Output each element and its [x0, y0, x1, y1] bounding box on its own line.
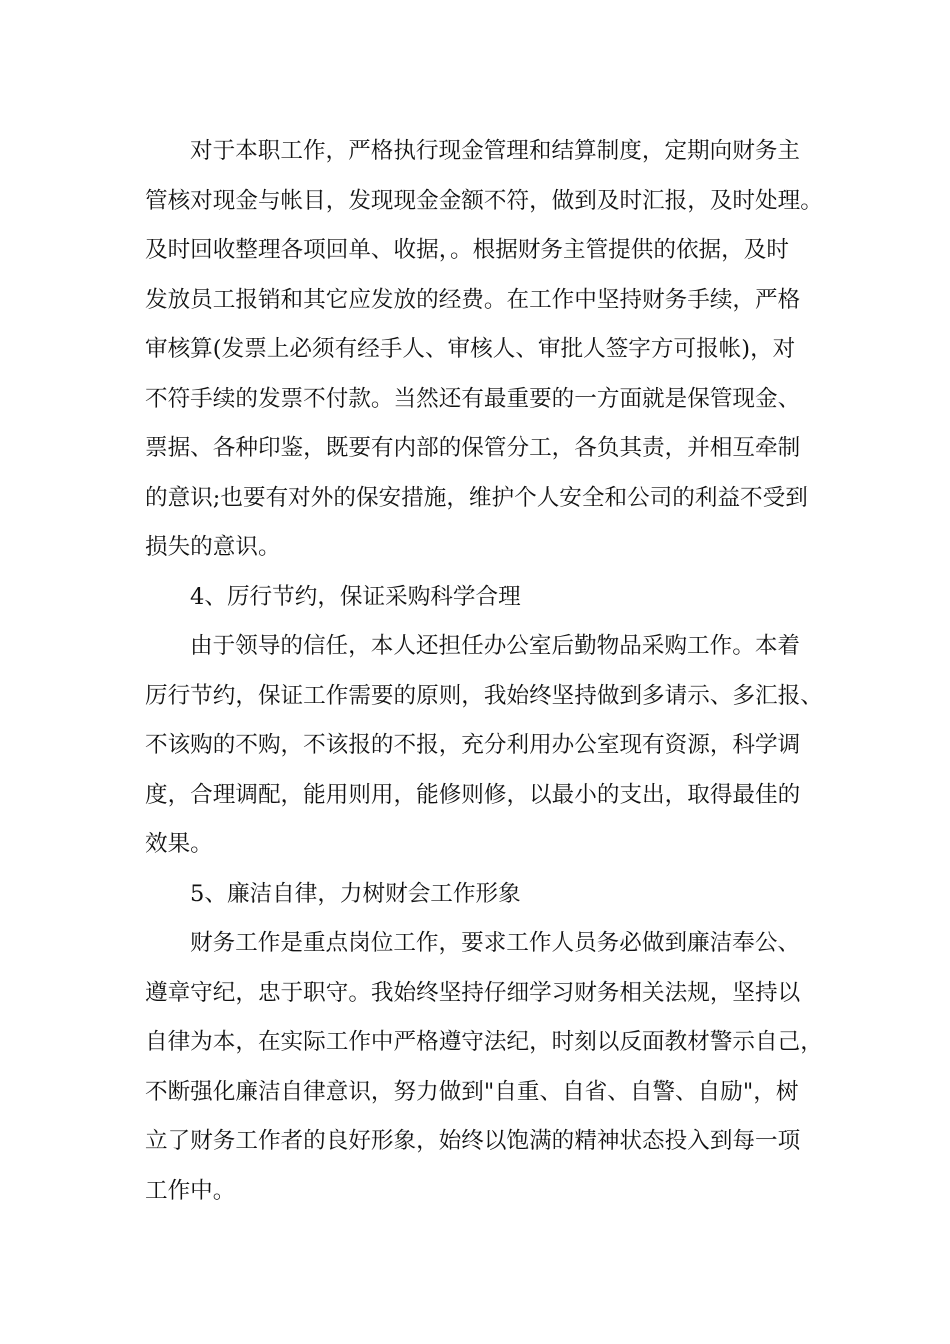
paragraph-line: 票据、各种印鉴，既要有内部的保管分工，各负其责，并相互牵制	[145, 435, 801, 461]
paragraph-line: 损失的意识。	[145, 534, 281, 560]
paragraph-line: 发放员工报销和其它应发放的经费。在工作中坚持财务手续，严格	[145, 286, 801, 313]
paragraph-line: 的意识;也要有对外的保安措施，维护个人安全和公司的利益不受到	[145, 484, 808, 511]
paragraph-line: 不符手续的发票不付款。当然还有最重要的一方面就是保管现金、	[145, 385, 801, 412]
section-heading-4: 4、厉行节约，保证采购科学合理	[190, 583, 521, 610]
paragraph-line: 由于领导的信任，本人还担任办公室后勤物品采购工作。本着	[190, 633, 801, 659]
paragraph-line: 工作中。	[145, 1177, 236, 1204]
paragraph-line: 不该购的不购，不该报的不报，充分利用办公室现有资源，科学调	[145, 732, 801, 758]
paragraph-line: 立了财务工作者的良好形象，始终以饱满的精神状态投入到每一项	[145, 1128, 801, 1154]
paragraph-line: 审核算(发票上必须有经手人、审核人、审批人签字方可报帐)，对	[145, 336, 796, 362]
paragraph-line: 遵章守纪，忠于职守。我始终坚持仔细学习财务相关法规，坚持以	[145, 979, 801, 1006]
paragraph-procurement	[145, 622, 825, 870]
paragraph-line: 自律为本，在实际工作中严格遵守法纪，时刻以反面教材警示自己，	[145, 1029, 823, 1055]
paragraph-line: 对于本职工作，严格执行现金管理和结算制度，定期向财务主	[190, 138, 801, 164]
paragraph-line: 及时回收整理各项回单、收据，。根据财务主管提供的依据，及时	[145, 237, 789, 263]
paragraph-line: 财务工作是重点岗位工作，要求工作人员务必做到廉洁奉公、	[190, 930, 801, 956]
paragraph-cash-management	[145, 127, 825, 573]
paragraph-line: 效果。	[145, 831, 213, 857]
document-body	[145, 127, 825, 1216]
paragraph-line: 管核对现金与帐目，发现现金金额不符，做到及时汇报，及时处理。	[145, 187, 823, 214]
paragraph-line: 厉行节约，保证工作需要的原则，我始终坚持做到多请示、多汇报、	[145, 682, 823, 709]
section-heading-5: 5、廉洁自律，力树财会工作形象	[190, 880, 521, 907]
paragraph-integrity	[145, 919, 825, 1216]
paragraph-line: 不断强化廉洁自律意识，努力做到"自重、自省、自警、自励"，树	[145, 1078, 799, 1105]
paragraph-line: 度，合理调配，能用则用，能修则修，以最小的支出，取得最佳的	[145, 781, 801, 808]
